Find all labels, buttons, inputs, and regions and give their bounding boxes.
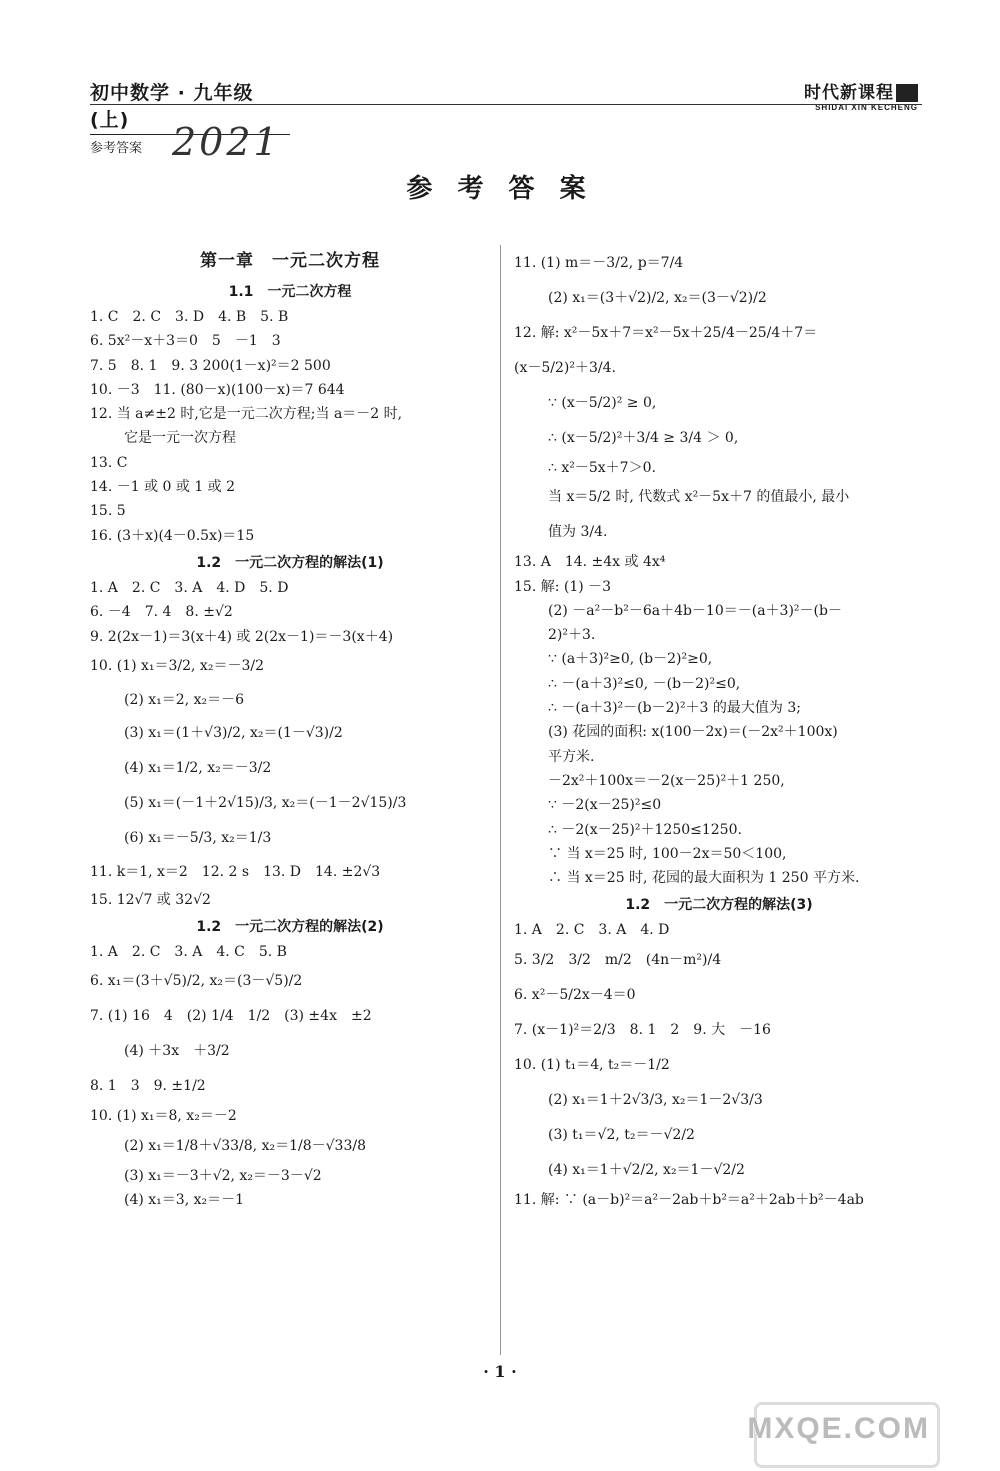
answer-line: 值为 3/4.: [548, 524, 608, 541]
answer-line: 6. －4 7. 4 8. ±√2: [90, 604, 233, 621]
answer-line: 6. 5x²－x＋3＝0 5 －1 3: [90, 333, 281, 350]
chapter-title: 第一章 一元二次方程: [200, 251, 380, 271]
answer-line: 7. (x－1)²＝2/3 8. 1 2 9. 大 －16: [514, 1021, 771, 1038]
answer-line: 12. 当 a≠±2 时,它是一元二次方程;当 a＝－2 时,: [90, 406, 403, 423]
page-title: 参 考 答 案: [406, 174, 594, 204]
answer-line: (2) －a²－b²－6a＋4b－10＝－(a＋3)²－(b－: [548, 602, 842, 619]
answer-line: 7. 5 8. 1 9. 3 200(1－x)²＝2 500: [90, 357, 331, 374]
answer-line: 1. A 2. C 3. A 4. D: [514, 922, 670, 939]
brand-logo-icon: [896, 84, 918, 102]
right-column: [514, 246, 924, 1212]
answer-line: (3) 花园的面积: x(100－2x)＝(－2x²＋100x): [548, 724, 838, 741]
answer-line: ∴ －(a＋3)²≤0, －(b－2)²≤0,: [548, 675, 741, 692]
answer-line: 1. A 2. C 3. A 4. C 5. B: [90, 944, 287, 961]
header-rule: [90, 104, 922, 105]
answer-line: 它是一元一次方程: [124, 430, 236, 447]
answer-line: (2) x₁＝1/8＋√33/8, x₂＝1/8－√33/8: [124, 1137, 366, 1154]
answer-line: (4) ＋3x ＋3/2: [124, 1043, 230, 1060]
left-column: [90, 246, 490, 1212]
answer-line: ∵ (a＋3)²≥0, (b－2)²≥0,: [548, 651, 713, 668]
answer-line: (3) x₁＝－3＋√2, x₂＝－3－√2: [124, 1167, 322, 1184]
answer-line: ∵ －2(x－25)²≤0: [548, 797, 662, 814]
answer-line: 1. A 2. C 3. A 4. D 5. D: [90, 579, 289, 596]
brand-name: 时代新课程: [804, 78, 918, 103]
answer-line: 11. (1) m＝－3/2, p＝7/4: [514, 255, 684, 271]
answer-line: 14. －1 或 0 或 1 或 2: [90, 479, 236, 496]
answer-line: ∴ x²－5x＋7＞0.: [548, 460, 656, 476]
section-title: 1.2 一元二次方程的解法(1): [196, 554, 384, 571]
answer-line: 6. x²－5/2x－4＝0: [514, 986, 636, 1003]
answer-line: －2x²＋100x＝－2(x－25)²＋1 250,: [548, 772, 785, 789]
section-title: 1.2 一元二次方程的解法(2): [196, 919, 384, 936]
answer-line: (2) x₁＝1＋2√3/3, x₂＝1－2√3/3: [548, 1091, 763, 1108]
answer-line: (3) x₁＝(1＋√3)/2, x₂＝(1－√3)/2: [124, 724, 343, 741]
answer-line: 2)²＋3.: [548, 627, 596, 644]
book-title: 初中数学 · 九年级(上): [90, 78, 290, 135]
answer-line: 13. C: [90, 454, 128, 471]
answer-line: 12. 解: x²－5x＋7＝x²－5x＋25/4－25/4＋7＝: [514, 325, 818, 341]
answer-line: (4) x₁＝1＋√2/2, x₂＝1－√2/2: [548, 1161, 745, 1178]
header-right: [804, 78, 918, 112]
answer-line: (4) x₁＝1/2, x₂＝－3/2: [124, 759, 272, 776]
section-title: 1.1 一元二次方程: [228, 284, 352, 300]
answer-line: (x－5/2)²＋3/4.: [514, 360, 616, 376]
column-divider: [500, 245, 501, 1355]
answer-line: ∴ －2(x－25)²＋1250≤1250.: [548, 821, 742, 838]
answer-line: 15. 12√7 或 32√2: [90, 891, 211, 908]
answer-line: ∴ －(a＋3)²－(b－2)²＋3 的最大值为 3;: [548, 700, 801, 717]
answer-line: (2) x₁＝(3＋√2)/2, x₂＝(3－√2)/2: [548, 290, 767, 306]
handwritten-year: 2021: [172, 120, 281, 164]
answer-line: 当 x＝5/2 时, 代数式 x²－5x＋7 的值最小, 最小: [548, 489, 850, 506]
answer-line: 8. 1 3 9. ±1/2: [90, 1078, 206, 1095]
answer-line: (3) t₁＝√2, t₂＝－√2/2: [548, 1126, 695, 1143]
answer-line: 10. (1) t₁＝4, t₂＝－1/2: [514, 1056, 670, 1073]
answer-line: ∴ 当 x＝25 时, 花园的最大面积为 1 250 平方米.: [548, 870, 860, 887]
page-number: · 1 ·: [483, 1362, 517, 1381]
answer-line: 16. (3＋x)(4－0.5x)＝15: [90, 527, 255, 544]
answer-line: 15. 解: (1) －3: [514, 578, 612, 595]
answer-line: 10. (1) x₁＝8, x₂＝－2: [90, 1108, 237, 1125]
answer-line: 9. 2(2x－1)＝3(x＋4) 或 2(2x－1)＝－3(x＋4): [90, 628, 394, 645]
watermark-text: MXQE.COM: [747, 1412, 930, 1445]
answer-line: 15. 5: [90, 503, 126, 520]
answer-line: 11. k＝1, x＝2 12. 2 s 13. D 14. ±2√3: [90, 863, 381, 880]
answer-line: 11. 解: ∵ (a－b)²＝a²－2ab＋b²＝a²＋2ab＋b²－4ab: [514, 1191, 864, 1208]
answer-line: ∴ (x－5/2)²＋3/4 ≥ 3/4 ＞ 0,: [548, 430, 739, 446]
answer-line: (6) x₁＝－5/3, x₂＝1/3: [124, 829, 272, 846]
answer-line: ∵ (x－5/2)² ≥ 0,: [548, 395, 657, 411]
section-title: 1.2 一元二次方程的解法(3): [625, 897, 813, 914]
answer-line: 10. －3 11. (80－x)(100－x)＝7 644: [90, 381, 345, 398]
answer-line: (4) x₁＝3, x₂＝－1: [124, 1192, 245, 1209]
answer-line: 7. (1) 16 4 (2) 1/4 1/2 (3) ±4x ±2: [90, 1008, 372, 1025]
answer-line: (5) x₁＝(－1＋2√15)/3, x₂＝(－1－2√15)/3: [124, 794, 407, 811]
answer-line: 13. A 14. ±4x 或 4x⁴: [514, 554, 666, 571]
brand-pinyin: SHIDAI XIN KECHENG: [815, 103, 918, 112]
answer-line: 10. (1) x₁＝3/2, x₂＝－3/2: [90, 657, 264, 674]
answer-line: ∵ 当 x＝25 时, 100－2x＝50＜100,: [548, 845, 787, 862]
answer-line: 平方米.: [548, 748, 595, 765]
answer-line: 1. C 2. C 3. D 4. B 5. B: [90, 309, 289, 325]
answer-line: (2) x₁＝2, x₂＝－6: [124, 691, 245, 708]
book-subtitle: 参考答案: [90, 141, 143, 156]
answer-line: 5. 3/2 3/2 m/2 (4n－m²)/4: [514, 951, 722, 968]
answer-line: 6. x₁＝(3＋√5)/2, x₂＝(3－√5)/2: [90, 973, 303, 990]
